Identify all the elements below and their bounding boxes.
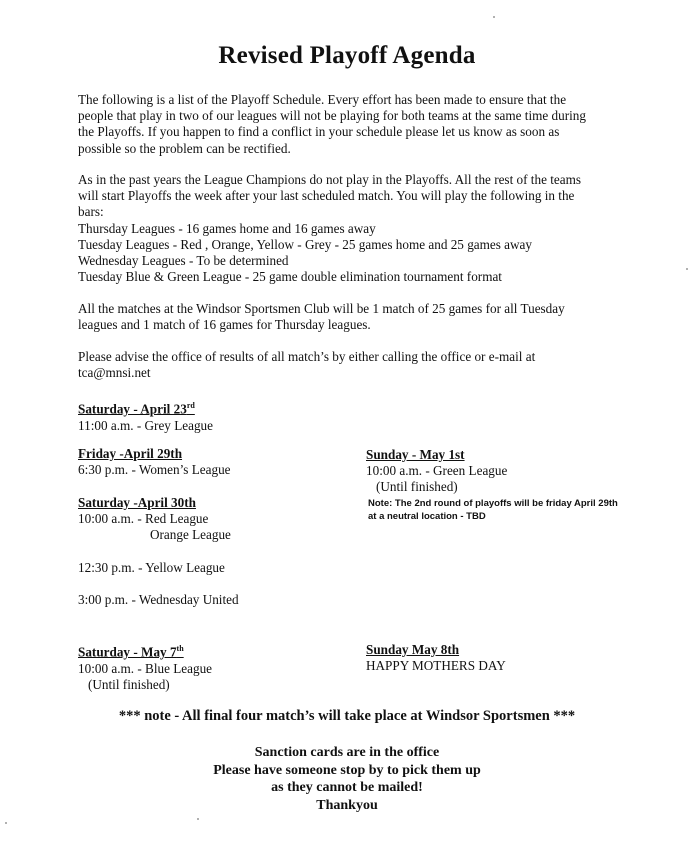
schedule-sat-apr30 xyxy=(78,495,239,608)
rules-line: As in the past years the League Champions do not play in the Playoffs. All the rest of the teams xyxy=(78,172,581,187)
scan-speck xyxy=(5,822,7,824)
sanction-cards-notice xyxy=(0,744,694,814)
footer-line: Please have someone stop by to pick them up xyxy=(213,762,481,778)
schedule-entry: 11:00 a.m. - Grey League xyxy=(78,417,213,433)
intro-line: possible so the problem can be rectified. xyxy=(78,140,291,156)
footer-line: Thankyou xyxy=(316,797,378,813)
windsor-line: leagues and 1 match of 16 games for Thursday leagues. xyxy=(78,317,371,333)
schedule-entry: 6:30 p.m. - Women’s League xyxy=(78,462,231,478)
footer-line: as they cannot be mailed! xyxy=(271,780,423,795)
playoff-note xyxy=(368,498,648,523)
schedule-sun-may8 xyxy=(366,642,506,674)
schedule-heading: Saturday -April 30th xyxy=(78,495,196,510)
schedule-entry: 10:00 a.m. - Red League xyxy=(78,511,209,527)
schedule-heading: Saturday - May 7th xyxy=(78,644,184,660)
schedule-heading: Friday -April 29th xyxy=(78,446,183,461)
advise-line: Please advise the office of results of all match’s by either calling the office or e-mail at xyxy=(78,349,536,364)
scan-speck xyxy=(197,818,199,820)
windsor-paragraph xyxy=(78,301,638,333)
schedule-heading: Sunday May 8th xyxy=(366,642,460,657)
schedule-entry: (Until finished) xyxy=(376,479,458,495)
schedule-heading: Saturday - April 23rd xyxy=(78,401,195,417)
page-title: Revised Playoff Agenda xyxy=(218,42,476,69)
intro-line: The following is a list of the Playoff Schedule. Every effort has been made to ensure that the xyxy=(78,92,567,107)
schedule-entry: HAPPY MOTHERS DAY xyxy=(366,658,506,674)
note-line: at a neutral location - TBD xyxy=(368,510,486,522)
rules-paragraph xyxy=(78,172,638,285)
rules-line: Tuesday Blue & Green League - 25 game double elimination tournament format xyxy=(78,269,502,285)
schedule-entry: 3:00 p.m. - Wednesday United xyxy=(78,591,239,607)
schedule-entry: (Until finished) xyxy=(88,676,170,692)
windsor-line: All the matches at the Windsor Sportsmen Club will be 1 match of 25 games for all Tuesday xyxy=(78,301,565,316)
schedule-entry: 12:30 p.m. - Yellow League xyxy=(78,559,225,575)
advise-paragraph xyxy=(78,349,638,381)
note-line: Note: The 2nd round of playoffs will be friday April 29th xyxy=(368,498,618,509)
schedule-entry: 10:00 a.m. - Blue League xyxy=(78,660,213,676)
intro-line: people that play in two of our leagues will not be playing for both teams at the same time during xyxy=(78,108,586,124)
footer-line: Sanction cards are in the office xyxy=(254,745,440,760)
rules-line: Tuesday Leagues - Red , Orange, Yellow - Grey - 25 games home and 25 games away xyxy=(78,236,533,252)
schedule-entry: 10:00 a.m. - Green League xyxy=(366,463,508,479)
final-four-note: *** note - All final four match’s will take place at Windsor Sportsmen *** xyxy=(118,708,576,724)
schedule-sat-apr23 xyxy=(78,398,213,434)
schedule-fri-apr29 xyxy=(78,446,231,478)
schedule-heading: Sunday - May 1st xyxy=(366,447,465,462)
schedule-entry: Orange League xyxy=(150,527,231,543)
scan-speck xyxy=(686,268,688,270)
intro-line: the Playoffs. If you happen to find a conflict in your schedule please let us know as soon as xyxy=(78,124,560,140)
rules-line: bars: xyxy=(78,204,104,220)
intro-paragraph xyxy=(78,92,638,157)
rules-line: Wednesday Leagues - To be determined xyxy=(78,253,289,269)
rules-line: Thursday Leagues - 16 games home and 16 games away xyxy=(78,220,376,236)
rules-line: will start Playoffs the week after your last scheduled match. You will play the following in the xyxy=(78,188,575,204)
scan-speck xyxy=(493,16,495,18)
email-link[interactable]: tca@mnsi.net xyxy=(78,365,151,381)
schedule-sat-may7 xyxy=(78,641,212,693)
schedule-sun-may1 xyxy=(366,447,507,496)
